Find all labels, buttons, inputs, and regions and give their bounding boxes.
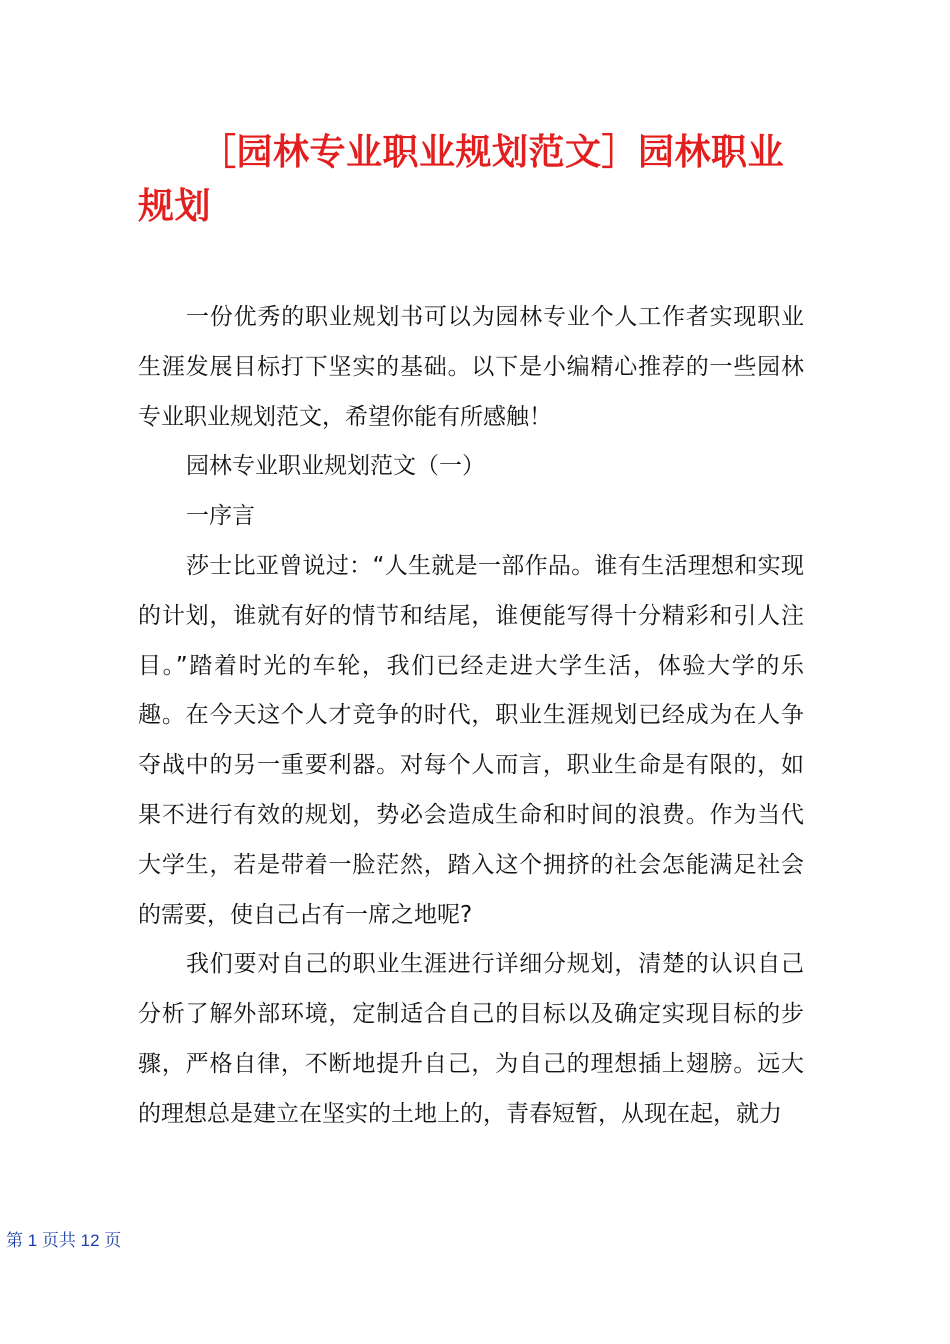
intro-paragraph: 一份优秀的职业规划书可以为园林专业个人工作者实现职业生涯发展目标打下坚实的基础。以下是小编精心推荐的一些园林专业职业规划范文，希望你能有所感触！ bbox=[138, 304, 804, 430]
document-title: ［园林专业职业规划范文］园林职业规划 bbox=[138, 132, 785, 227]
body-paragraph: 莎士比亚曾说过：“人生就是一部作品。谁有生活理想和实现的计划，谁就有好的情节和结尾，谁便能写得十分精彩和引人注目。”踏着时光的车轮，我们已经走进大学生活，体验大学的乐趣。在今天这个人才竞争的时代，职业生涯规划已经成为在人争夺战中的另一重要利器。对每个人而言，职业生命是有限的，如果不进行有效的规划，势必会造成生命和时间的浪费。作为当代大学生，若是带着一脸茫然，踏入这个拥挤的社会怎能满足社会的需要，使自己占有一席之地呢? bbox=[138, 552, 804, 928]
page-number-footer: 第 1 页共 12 页 bbox=[6, 1231, 122, 1250]
body-paragraph: 我们要对自己的职业生涯进行详细分规划，清楚的认识自己分析了解外部环境，定制适合自己的目标以及确定实现目标的步骤，严格自律，不断地提升自己，为自己的理想插上翅膀。远大的理想总是建立在坚实的土地上的，青春短暂，从现在起，就力 bbox=[138, 951, 804, 1127]
section-heading: 园林专业职业规划范文（一） bbox=[186, 453, 485, 480]
document-body bbox=[138, 293, 804, 1140]
subsection-heading: 一序言 bbox=[186, 503, 255, 530]
